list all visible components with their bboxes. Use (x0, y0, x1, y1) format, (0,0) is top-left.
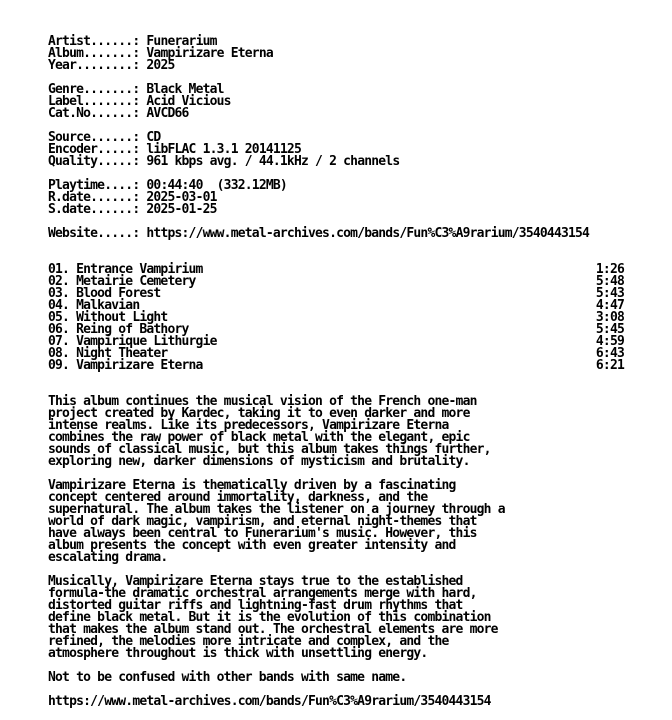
paragraph-line: This album continues the musical vision of the French one-man (48, 394, 477, 409)
description-paragraph (48, 396, 668, 468)
paragraph-line: Not to be confused with other bands with same name. (48, 670, 407, 685)
footer-link[interactable]: https://www.metal-archives.com/bands/Fun%C3%A9rarium/3540443154 (48, 694, 491, 709)
track-row (48, 360, 624, 372)
track-duration: 4:59 (595, 334, 624, 349)
info-value: Black Metal (146, 82, 224, 97)
info-value: 2025-01-25 (146, 202, 217, 217)
paragraph-line: formula-the dramatic orchestral arrangements merge with hard, (48, 586, 477, 601)
track-duration: 5:48 (595, 274, 624, 289)
info-value: 2025-03-01 (146, 190, 217, 205)
paragraph-line: refined, the melodies more intricate and complex, and the (48, 634, 449, 649)
paragraph-line: world of dark magic, vampirism, and eternal night-themes that (48, 514, 477, 529)
track-title: 03. Blood Forest (48, 286, 161, 301)
paragraph-line: Musically, Vampirizare Eterna stays true to the established (48, 574, 463, 589)
paragraph-line: that makes the album stand out. The orchestral elements are more (48, 622, 498, 637)
info-row (48, 60, 668, 72)
paragraph-line: intense realms. Like its predecessors, Vampirizare Eterna (48, 418, 449, 433)
paragraph-line: sounds of classical music, but this album takes things further, (48, 442, 491, 457)
track-duration: 3:08 (595, 310, 624, 325)
info-value: libFLAC 1.3.1 20141125 (146, 142, 301, 157)
info-value: CD (146, 130, 161, 145)
info-value: Vampirizare Eterna (146, 46, 273, 61)
info-value: 00:44:40 (332.12MB) (146, 178, 287, 193)
info-label: R.date......: (48, 190, 140, 205)
info-block-2 (48, 84, 668, 120)
nfo-document (48, 36, 668, 708)
description-paragraph (48, 576, 668, 660)
info-value: Funerarium (146, 34, 217, 49)
info-label: Encoder.....: (48, 142, 140, 157)
track-duration: 1:26 (595, 262, 624, 277)
paragraph-line: project created by Kardec, taking it to even darker and more (48, 406, 470, 421)
info-label: Playtime....: (48, 178, 140, 193)
tracklist (48, 264, 668, 372)
paragraph-line: distorted guitar riffs and lightning-fast drum rhythms that (48, 598, 463, 613)
track-duration: 5:43 (595, 286, 624, 301)
paragraph-line: have always been central to Funerarium's music. However, this (48, 526, 477, 541)
info-label: Genre.......: (48, 82, 140, 97)
info-block-4 (48, 180, 668, 216)
info-row (48, 156, 668, 168)
info-value: 961 kbps avg. / 44.1kHz / 2 channels (146, 154, 400, 169)
track-title: 06. Reing of Bathory (48, 322, 189, 337)
website-row (48, 228, 668, 240)
info-row (48, 108, 668, 120)
description-paragraph (48, 480, 668, 564)
track-title: 09. Vampirizare Eterna (48, 358, 203, 373)
info-label: Quality.....: (48, 154, 140, 169)
paragraph-line: album presents the concept with even greater intensity and (48, 538, 456, 553)
website-label: Website.....: (48, 226, 140, 241)
track-title: 02. Metairie Cemetery (48, 274, 196, 289)
info-label: Cat.No......: (48, 106, 140, 121)
info-label: Label.......: (48, 94, 140, 109)
description-paragraph (48, 672, 668, 684)
info-value: AVCD66 (146, 106, 189, 121)
info-label: Source......: (48, 130, 140, 145)
paragraph-line: supernatural. The album takes the listener on a journey through a (48, 502, 505, 517)
track-title: 07. Vampirique Lithurgie (48, 334, 217, 349)
paragraph-line: Vampirizare Eterna is thematically driven by a fascinating (48, 478, 456, 493)
description (48, 396, 668, 684)
info-row (48, 204, 668, 216)
info-value: 2025 (146, 58, 175, 73)
info-value: Acid Vicious (146, 94, 231, 109)
track-duration: 4:47 (595, 298, 624, 313)
info-label: S.date......: (48, 202, 140, 217)
paragraph-line: escalating drama. (48, 550, 168, 565)
track-title: 01. Entrance Vampirium (48, 262, 203, 277)
paragraph-line: concept centered around immortality, darkness, and the (48, 490, 428, 505)
paragraph-line: exploring new, darker dimensions of mysticism and brutality. (48, 454, 470, 469)
track-duration: 6:43 (595, 346, 624, 361)
info-block-3 (48, 132, 668, 168)
info-label: Artist......: (48, 34, 140, 49)
paragraph-line: combines the raw power of black metal with the elegant, epic (48, 430, 470, 445)
info-block-1 (48, 36, 668, 72)
track-duration: 6:21 (595, 358, 624, 373)
website-link[interactable]: https://www.metal-archives.com/bands/Fun%C3%A9rarium/3540443154 (146, 226, 590, 241)
track-title: 04. Malkavian (48, 298, 140, 313)
info-label: Album.......: (48, 46, 140, 61)
track-title: 08. Night Theater (48, 346, 168, 361)
info-label: Year........: (48, 58, 140, 73)
paragraph-line: define black metal. But it is the evolution of this combination (48, 610, 491, 625)
track-duration: 5:45 (595, 322, 624, 337)
track-title: 05. Without Light (48, 310, 168, 325)
paragraph-line: atmosphere throughout is thick with unsettling energy. (48, 646, 428, 661)
